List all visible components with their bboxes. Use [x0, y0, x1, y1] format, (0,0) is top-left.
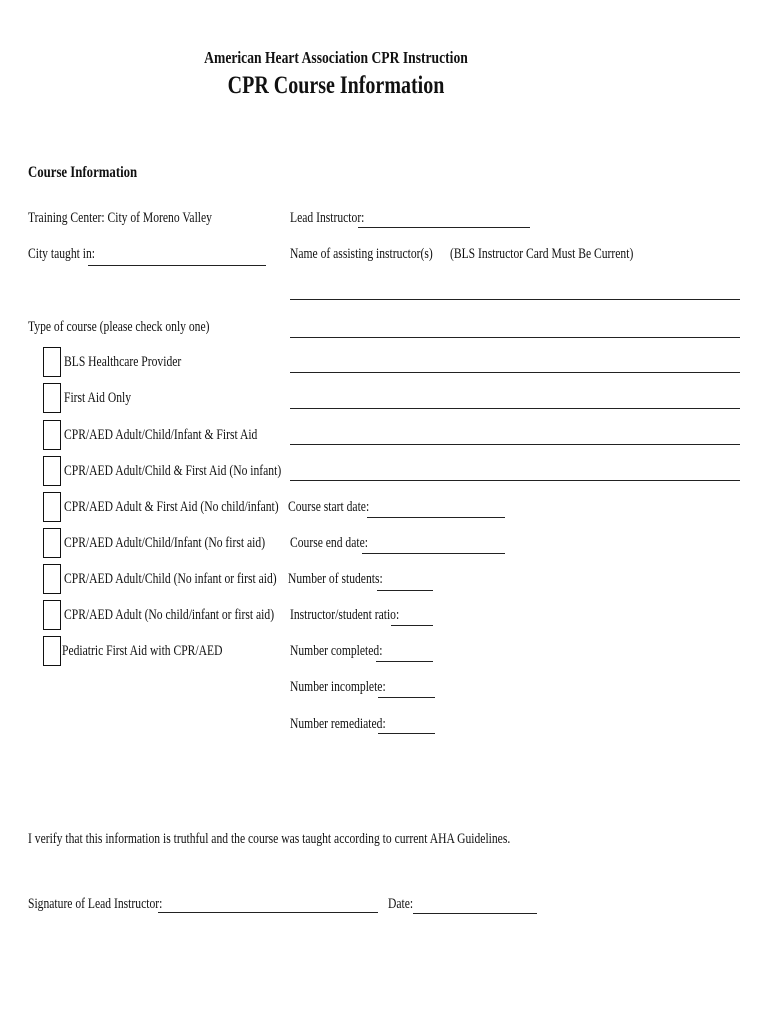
checkbox-cpr-aci-fa[interactable] [43, 420, 61, 450]
course-type-label: CPR/AED Adult/Child/Infant (No first aid) [64, 535, 266, 551]
assisting-instructor-line[interactable] [290, 408, 740, 409]
ratio-field[interactable] [391, 625, 433, 626]
incomplete-field[interactable] [378, 697, 435, 698]
course-type-label: CPR/AED Adult (No child/infant or first aid) [64, 607, 275, 623]
remediated-field[interactable] [378, 733, 435, 734]
training-center: Training Center: City of Moreno Valley [28, 210, 212, 226]
course-type-label: Type of course (please check only one) [28, 319, 210, 335]
signature-field[interactable] [158, 912, 378, 913]
checkbox-cpr-a[interactable] [43, 600, 61, 630]
checkbox-pediatric[interactable] [43, 636, 61, 666]
checkbox-cpr-ac-fa[interactable] [43, 456, 61, 486]
students-label: Number of students: [288, 571, 383, 587]
students-field[interactable] [377, 590, 433, 591]
date-field[interactable] [413, 913, 537, 914]
signature-label: Signature of Lead Instructor: [28, 896, 163, 912]
section-title: Course Information [28, 164, 138, 181]
checkbox-first-aid[interactable] [43, 383, 61, 413]
start-date-field[interactable] [367, 517, 505, 518]
course-type-label: First Aid Only [64, 390, 132, 406]
assisting-label: Name of assisting instructor(s) [290, 246, 433, 262]
completed-label: Number completed: [290, 643, 383, 659]
assisting-note: (BLS Instructor Card Must Be Current) [450, 246, 634, 262]
org-heading: American Heart Association CPR Instruction [204, 48, 468, 67]
assisting-instructor-line[interactable] [290, 480, 740, 481]
remediated-label: Number remediated: [290, 716, 386, 732]
checkbox-cpr-a-fa[interactable] [43, 492, 61, 522]
date-label: Date: [388, 896, 414, 912]
verify-statement: I verify that this information is truthful and the course was taught according to current AHA Guidelines. [28, 831, 511, 847]
course-type-label: BLS Healthcare Provider [64, 354, 182, 370]
course-type-label: CPR/AED Adult/Child (No infant or first aid) [64, 571, 277, 587]
assisting-instructor-line[interactable] [290, 372, 740, 373]
course-type-label: Pediatric First Aid with CPR/AED [62, 643, 223, 659]
page-title: CPR Course Information [227, 72, 445, 99]
course-type-label: CPR/AED Adult & First Aid (No child/infant) [64, 499, 279, 515]
incomplete-label: Number incomplete: [290, 679, 386, 695]
ratio-label: Instructor/student ratio: [290, 607, 400, 623]
checkbox-cpr-aci[interactable] [43, 528, 61, 558]
completed-field[interactable] [376, 661, 433, 662]
start-date-label: Course start date: [288, 499, 370, 515]
assisting-instructor-line[interactable] [290, 299, 740, 300]
course-type-label: CPR/AED Adult/Child & First Aid (No infant) [64, 463, 282, 479]
lead-instructor-label: Lead Instructor: [290, 210, 365, 226]
end-date-label: Course end date: [290, 535, 368, 551]
checkbox-bls[interactable] [43, 347, 61, 377]
course-type-label: CPR/AED Adult/Child/Infant & First Aid [64, 427, 258, 443]
city-label: City taught in: [28, 246, 96, 262]
checkbox-cpr-ac[interactable] [43, 564, 61, 594]
assisting-instructor-line[interactable] [290, 337, 740, 338]
city-field[interactable] [88, 265, 266, 266]
assisting-instructor-line[interactable] [290, 444, 740, 445]
end-date-field[interactable] [362, 553, 505, 554]
lead-instructor-field[interactable] [358, 227, 530, 228]
